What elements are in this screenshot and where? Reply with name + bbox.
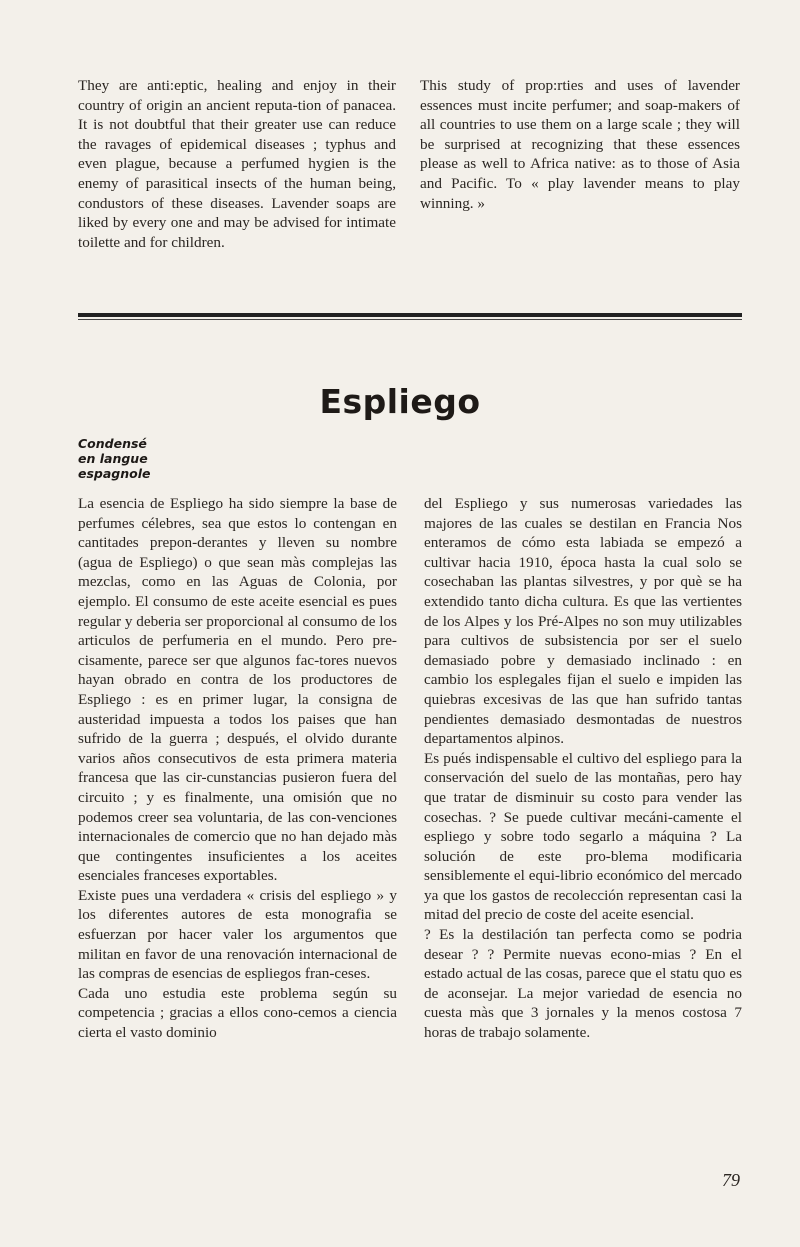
subtitle-line: espagnole	[78, 466, 151, 481]
article-title: Espliego	[319, 382, 481, 421]
section-divider-thin	[78, 319, 742, 320]
body-paragraph: Cada uno estudia este problema según su competencia ; gracias a ellos cono-cemos a ciencia cierta el vasto dominio	[78, 984, 397, 1042]
body-paragraph: Existe pues una verdadera « crisis del espliego » y los diferentes autores de esta monografia se esfuerzan por hacer valer los argumentos que militan en favor de una renovación internacional de las compras de esencias de espliegos fran-ceses.	[78, 886, 397, 983]
subtitle-line: Condensé	[78, 436, 147, 451]
section-divider	[78, 313, 742, 317]
body-paragraph: ? Es la destilación tan perfecta como se podria desear ? ? Permite nuevas econo-mias ? En el estado actual de las cosas, parece que el statu quo es de aconsejar. La mejor variedad de esencia no cuesta màs que 3 jornales y la menos costosa 7 horas de trabajo solamente.	[424, 926, 742, 1042]
body-paragraph: Es pués indispensable el cultivo del espliego para la conservación del suelo de las montañas, pero hay que tratar de disminuir su costo para vender las cosechas. ? Se puede cultivar mecáni-camente el espliego y sobre todo segarlo a máquina ? La solución de este pro-blema modificaria sensiblemente el equi-librio económico del mercado ya que los gastos de recolección representan casi la mitad del precio de coste del aceite esencial.	[424, 749, 742, 924]
article-subtitle	[78, 436, 198, 481]
spanish-left-column	[78, 494, 397, 1043]
subtitle-line: en langue	[78, 451, 148, 466]
english-summary-left-column	[78, 76, 396, 252]
page-number: 79	[722, 1170, 740, 1190]
spanish-right-column	[424, 494, 742, 1043]
body-paragraph: La esencia de Espliego ha sido siempre la base de perfumes célebres, sea que estos lo contengan en cantitades prepon-derantes y lleven su nombre (agua de Espliego) o que sean màs complejas las mezclas, como en las Aguas de Colonia, por ejemplo. El consumo de este aceite esencial es pues regular y deberia ser proporcional al consumo de los articulos de perfumeria en el mundo. Pero pre-cisamente, parece ser que algunos fac-tores nuevos hayan obrado en contra de los productores de Espliego : es en primer lugar, la consigna de austeridad impuesta a todos los paises que han sufrido de la guerra ; después, el olvido durante varios años consecutivos de esta primera materia francesa que las cir-cunstancias pusieron fuera del circuito ; y es finalmente, una omisión que no podemos creer sea voluntaria, de las con-venciones internacionales de comercio que no han dejado màs que contingentes insuficientes a los aceites esenciales franceses exportables.	[78, 495, 397, 885]
english-summary-right-column	[420, 76, 740, 213]
english-paragraph: This study of prop:rties and uses of lavender essences must incite perfumer; and soap-makers of all countries to use them on a large scale ; they will be surprised at recognizing that these essences please as well to Africa native: as to those of Asia and Pacific. To « play lavender means to play winning. »	[420, 77, 740, 212]
english-paragraph: They are anti:eptic, healing and enjoy in their country of origin an ancient reputa-tion of panacea. It is not doubtful that their greater use can reduce the ravages of epidemical diseases ; typhus and even plague, because a perfumed hygien is the enemy of parasitical insects of the human being, condustors of these diseases. Lavender soaps are liked by every one and may be advised for intimate toilette and for children.	[78, 77, 396, 251]
body-paragraph: del Espliego y sus numerosas variedades las majores de las cuales se destilan en Francia Nos enteramos de cómo esta labiada se empezó a cultivar hacia 1910, época hasta la cual solo se cosechaban las plantas silvestres, y por què se ha extendido tanto dicha cultura. Es que las vertientes de los Alpes y los Pré-Alpes no son muy utilizables para cultivos de subsistencia por ser el suelo demasiado pobre y demasiado inclinado : en cambio los esplegales fijan el suelo e impiden las quiebras excesivas de las que han sufrido tantas pendientes demasiado desmontadas de nuestros departamentos alpinos.	[424, 495, 742, 748]
